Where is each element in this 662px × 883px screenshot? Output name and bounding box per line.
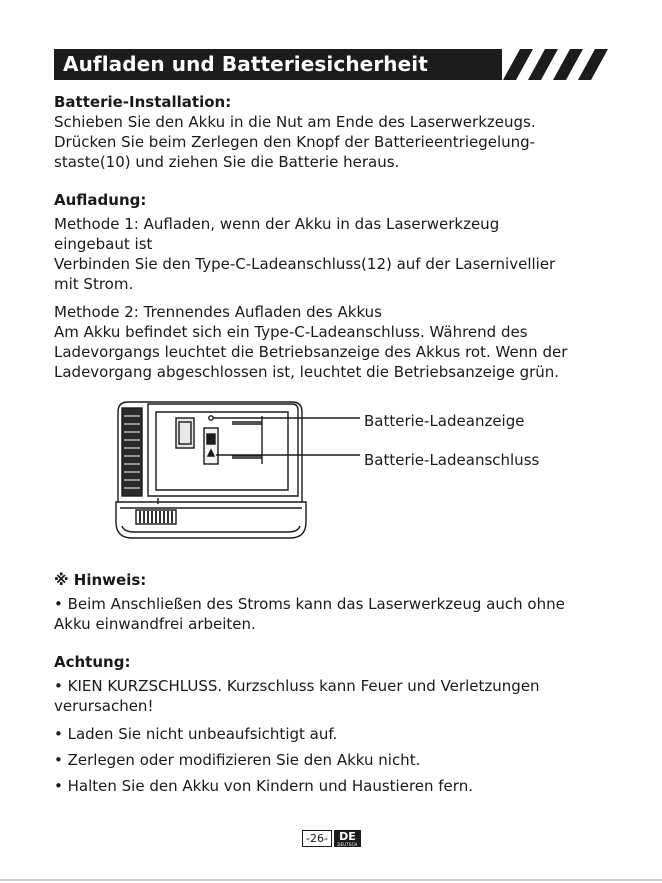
section-title-bar: [54, 49, 502, 80]
method1-line: Verbinden Sie den Type-C-Ladeanschluss(12) auf der Lasernivellier: [54, 255, 556, 273]
method1-title: Methode 1: Aufladen, wenn der Akku in das Laserwerkzeug: [54, 215, 500, 233]
caution-item: verursachen!: [54, 697, 154, 715]
method1-line: mit Strom.: [54, 275, 134, 293]
decorative-stripes: [503, 49, 611, 80]
charging-heading: Aufladung:: [54, 191, 147, 209]
caution-heading: Achtung:: [54, 653, 131, 671]
callout-charge-indicator: Batterie-Ladeanzeige: [364, 412, 525, 430]
page-number: -26-: [302, 830, 332, 847]
caution-item: • Laden Sie nicht unbeaufsichtigt auf.: [54, 725, 338, 743]
caution-item: • KIEN KURZSCHLUSS. Kurzschluss kann Feuer und Verletzungen: [54, 677, 540, 695]
page-footer: [302, 830, 361, 847]
installation-heading: Batterie-Installation:: [54, 93, 232, 111]
battery-illustration: [112, 398, 362, 546]
method2-line: Ladevorgang abgeschlossen ist, leuchtet die Betriebsanzeige grün.: [54, 363, 560, 381]
language-badge: [334, 830, 361, 847]
language-code: DE: [339, 829, 356, 843]
caution-item: • Zerlegen oder modifizieren Sie den Akku nicht.: [54, 751, 421, 769]
installation-line: Drücken Sie beim Zerlegen den Knopf der Batterieentriegelung-: [54, 133, 536, 151]
note-line: Akku einwandfrei arbeiten.: [54, 615, 256, 633]
callout-charge-port: Batterie-Ladeanschluss: [364, 451, 540, 469]
language-name: DEUTSCH: [337, 841, 358, 847]
note-heading: ※ Hinweis:: [54, 571, 147, 589]
method2-line: Ladevorgangs leuchtet die Betriebsanzeige des Akkus rot. Wenn der: [54, 343, 568, 361]
method1-title: eingebaut ist: [54, 235, 153, 253]
installation-line: Schieben Sie den Akku in die Nut am Ende des Laserwerkzeugs.: [54, 113, 536, 131]
note-line: • Beim Anschließen des Stroms kann das Laserwerkzeug auch ohne: [54, 595, 565, 613]
installation-line: staste(10) und ziehen Sie die Batterie heraus.: [54, 153, 400, 171]
caution-item: • Halten Sie den Akku von Kindern und Haustieren fern.: [54, 777, 473, 795]
method2-title: Methode 2: Trennendes Aufladen des Akkus: [54, 303, 382, 321]
bottom-divider: [0, 879, 662, 881]
method2-line: Am Akku befindet sich ein Type-C-Ladeanschluss. Während des: [54, 323, 528, 341]
section-title: Aufladen und Batteriesicherheit: [63, 52, 428, 76]
